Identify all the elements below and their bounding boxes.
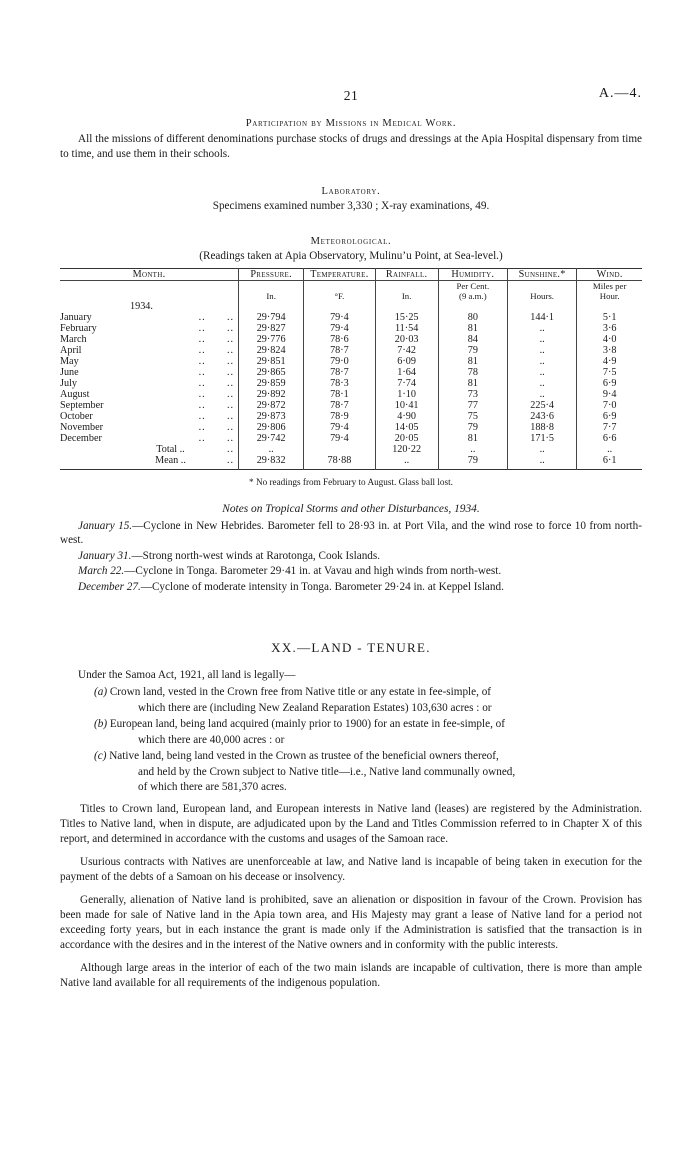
storm-note-entry	[60, 580, 642, 595]
unit-sunshine-hours: Hours.	[507, 291, 576, 301]
year-temp-blank	[304, 301, 375, 312]
col-sunshine: Sunshine.*	[507, 268, 576, 280]
land-tenure-paragraph: Usurious contracts with Natives are unenforceable at law, and Native land is incapable of being taken in execution for the payment of the debts of a Samoan on his decease or insolvency.	[60, 856, 642, 884]
storm-note-text: —Cyclone of moderate intensity in Tonga. Barometer 29·24 in. at Keppel Island.	[140, 580, 504, 593]
table-bottom-rule	[60, 466, 642, 470]
row-pressure: 29·892	[239, 389, 304, 400]
list-item-text: Native land, being land vested in the Crown as trustee of the beneficial owners thereof,	[109, 749, 499, 762]
row-wind: 4·9	[577, 356, 642, 367]
mean-humidity: 79	[438, 455, 507, 466]
meteorological-heading: Meteorological.	[310, 235, 392, 247]
unit-humidity-pct: Per Cent.	[438, 280, 507, 291]
row-wind: 3·8	[577, 345, 642, 356]
row-sunshine: 171·5	[507, 433, 576, 444]
total-humidity: ..	[438, 444, 507, 455]
table-row-year	[60, 301, 642, 312]
list-item	[60, 685, 642, 700]
list-item-continuation: which there are 40,000 acres : or	[138, 733, 285, 746]
row-humidity: 79	[438, 345, 507, 356]
list-item-continuation-2: of which there are 581,370 acres.	[138, 780, 287, 793]
row-rainfall: 1·10	[375, 389, 438, 400]
row-temperature: 78·7	[304, 400, 375, 411]
row-temperature: 79·4	[304, 312, 375, 323]
unit-wind-2: Hour.	[577, 291, 642, 301]
storm-note-entry	[60, 549, 642, 564]
unit-pressure-in: In.	[239, 291, 304, 301]
row-rainfall: 7·42	[375, 345, 438, 356]
row-wind: 5·1	[577, 312, 642, 323]
document-code: A.—4.	[598, 86, 642, 101]
list-item-label: (c)	[94, 749, 107, 762]
month-label: July	[60, 377, 77, 389]
storm-note-entry	[60, 519, 642, 548]
storm-note-date: March 22.	[78, 565, 125, 578]
row-temperature: 78·6	[304, 334, 375, 345]
row-month: July .. ..	[60, 377, 235, 389]
col-wind: Wind.	[577, 268, 642, 280]
row-sunshine: ..	[507, 389, 576, 400]
unit-rainfall	[375, 280, 438, 291]
row-month: March .. ..	[60, 333, 235, 345]
meteorological-table-body	[60, 301, 642, 470]
land-tenure-paragraph: Generally, alienation of Native land is prohibited, save an alienation or disposition in favour of the Crown. Provision has been made for sale of Native land in the Apia town area, and His Majesty may grant a lease of Native land for a period not exceeding forty years, but in each instance the grant is made only if the Administration is satisfied that the transaction is in accordance with the desires and in the interest of the Native owners and in conformity with the public interests.	[60, 894, 642, 952]
row-humidity: 73	[438, 389, 507, 400]
row-pressure: 29·806	[239, 422, 304, 433]
row-rainfall: 7·74	[375, 378, 438, 389]
row-month: May .. ..	[60, 355, 235, 367]
total-temperature	[304, 444, 375, 455]
row-month: September .. ..	[60, 399, 235, 411]
mean-wind: 6·1	[577, 455, 642, 466]
row-humidity: 79	[438, 422, 507, 433]
list-item	[60, 717, 642, 732]
year-wind-blank	[577, 301, 642, 312]
row-sunshine: 188·8	[507, 422, 576, 433]
row-temperature: 78·7	[304, 367, 375, 378]
row-sunshine: ..	[507, 334, 576, 345]
row-sunshine: ..	[507, 356, 576, 367]
row-wind: 6·9	[577, 411, 642, 422]
row-humidity: 77	[438, 400, 507, 411]
list-item-text: Crown land, vested in the Crown free from Native title or any estate in fee-simple, of	[109, 686, 492, 699]
table-row	[60, 367, 642, 378]
table-row	[60, 334, 642, 345]
storm-note-text: —Cyclone in Tonga. Barometer 29·41 in. at Vavau and high winds from north-west.	[124, 565, 502, 578]
month-label: February	[60, 322, 97, 334]
row-humidity: 81	[438, 378, 507, 389]
table-row	[60, 433, 642, 444]
col-humidity: Humidity.	[438, 268, 507, 280]
page-header	[60, 88, 642, 108]
storm-note-text: —Cyclone in New Hebrides. Barometer fell to 28·93 in. at Port Vila, and the wind rose to force 10 from north-west.	[60, 519, 642, 547]
mean-label: Mean .. ..	[155, 454, 235, 466]
table-row	[60, 400, 642, 411]
year-label	[60, 301, 239, 312]
storm-note-date: January 15.	[78, 519, 133, 532]
table-row	[60, 378, 642, 389]
row-wind: 6·9	[577, 378, 642, 389]
row-sunshine: 225·4	[507, 400, 576, 411]
row-pressure: 29·776	[239, 334, 304, 345]
month-label: June	[60, 366, 79, 378]
row-rainfall: 1·64	[375, 367, 438, 378]
row-pressure: 29·851	[239, 356, 304, 367]
row-temperature: 78·1	[304, 389, 375, 400]
table-row-mean	[60, 455, 642, 466]
land-tenure-title: XX.—LAND - TENURE.	[271, 640, 431, 656]
row-wind: 9·4	[577, 389, 642, 400]
row-month: December .. ..	[60, 432, 235, 444]
row-rainfall: 4·90	[375, 411, 438, 422]
month-label: September	[60, 399, 104, 411]
meteorological-subheading: (Readings taken at Apia Observatory, Mulinu’u Point, at Sea-level.)	[199, 249, 503, 262]
year-hum-blank	[438, 301, 507, 312]
row-temperature: 79·0	[304, 356, 375, 367]
row-pressure: 29·742	[239, 433, 304, 444]
row-rainfall: 10·41	[375, 400, 438, 411]
col-rainfall: Rainfall.	[375, 268, 438, 280]
year-rain-blank	[375, 301, 438, 312]
row-humidity: 78	[438, 367, 507, 378]
row-rainfall: 6·09	[375, 356, 438, 367]
row-pressure: 29·794	[239, 312, 304, 323]
row-month: January .. ..	[60, 311, 235, 323]
total-rainfall: 120·22	[375, 444, 438, 455]
month-label: October	[60, 410, 93, 422]
total-label-text: Total ..	[156, 443, 185, 455]
total-wind: ..	[577, 444, 642, 455]
list-item-label: (a)	[94, 686, 108, 699]
table-row	[60, 422, 642, 433]
mean-pressure: 29·832	[239, 455, 304, 466]
row-sunshine: ..	[507, 345, 576, 356]
storm-notes-title: Notes on Tropical Storms and other Disturbances, 1934.	[222, 502, 480, 515]
year-pressure-blank	[239, 301, 304, 312]
unit-sunshine-blank	[507, 280, 576, 291]
row-humidity: 81	[438, 356, 507, 367]
row-wind: 6·6	[577, 433, 642, 444]
row-humidity: 81	[438, 433, 507, 444]
table-row-total	[60, 444, 642, 455]
row-temperature: 79·4	[304, 422, 375, 433]
row-sunshine: ..	[507, 378, 576, 389]
row-rainfall: 11·54	[375, 323, 438, 334]
month-label: November	[60, 421, 103, 433]
row-temperature: 78·7	[304, 345, 375, 356]
mean-label-text: Mean ..	[155, 454, 186, 466]
table-row	[60, 323, 642, 334]
land-tenure-paragraph: Although large areas in the interior of each of the two main islands are incapable of cultivation, there is more than ample Native land available for all requirements of the indigenous population.	[60, 962, 642, 990]
laboratory-heading: Laboratory.	[321, 185, 381, 197]
row-month: November .. ..	[60, 421, 235, 433]
unit-wind-1: Miles per	[577, 280, 642, 291]
list-item-text: European land, being land acquired (mainly prior to 1900) for an estate in fee-simple, of	[109, 717, 506, 730]
total-pressure: ..	[239, 444, 304, 455]
month-label: August	[60, 388, 90, 400]
land-tenure-intro: Under the Samoa Act, 1921, all land is legally—	[78, 669, 296, 682]
row-sunshine: 243·6	[507, 411, 576, 422]
row-month: June .. ..	[60, 366, 235, 378]
list-item-continuation: and held by the Crown subject to Native title—i.e., Native land communally owned,	[138, 765, 516, 778]
missions-heading: Participation by Missions in Medical Work.	[245, 118, 457, 129]
table-footnote: * No readings from February to August. Glass ball lost.	[249, 476, 453, 487]
list-item-label: (b)	[94, 717, 108, 730]
row-pressure: 29·824	[239, 345, 304, 356]
table-row	[60, 312, 642, 323]
row-temperature: 78·9	[304, 411, 375, 422]
row-rainfall: 20·05	[375, 433, 438, 444]
unit-temperature	[304, 280, 375, 291]
month-label: March	[60, 333, 87, 345]
mean-temperature: 78·88	[304, 455, 375, 466]
unit-blank	[60, 280, 239, 291]
row-wind: 4·0	[577, 334, 642, 345]
missions-paragraph: All the missions of different denominations purchase stocks of drugs and dressings at the Apia Hospital dispensary from time to time, and use them in their schools.	[60, 133, 642, 160]
row-pressure: 29·872	[239, 400, 304, 411]
unit-pressure	[239, 280, 304, 291]
table-row	[60, 411, 642, 422]
year-value: 1934.	[130, 300, 153, 312]
row-rainfall: 20·03	[375, 334, 438, 345]
table-row	[60, 345, 642, 356]
row-pressure: 29·859	[239, 378, 304, 389]
meteorological-table	[60, 268, 642, 470]
row-rainfall: 15·25	[375, 312, 438, 323]
page-content	[60, 88, 642, 991]
row-sunshine: ..	[507, 367, 576, 378]
row-humidity: 84	[438, 334, 507, 345]
row-wind: 7·5	[577, 367, 642, 378]
row-humidity: 81	[438, 323, 507, 334]
row-pressure: 29·827	[239, 323, 304, 334]
row-humidity: 75	[438, 411, 507, 422]
mean-rainfall: ..	[375, 455, 438, 466]
unit-humidity-time: (9 a.m.)	[438, 291, 507, 301]
table-row	[60, 356, 642, 367]
row-temperature: 79·4	[304, 323, 375, 334]
month-label: January	[60, 311, 92, 323]
list-item	[60, 749, 642, 764]
row-rainfall: 14·05	[375, 422, 438, 433]
row-humidity: 80	[438, 312, 507, 323]
row-wind: 3·6	[577, 323, 642, 334]
row-temperature: 78·3	[304, 378, 375, 389]
col-temperature: Temperature.	[304, 268, 375, 280]
row-month: April .. ..	[60, 344, 235, 356]
unit-blank-2	[60, 291, 239, 301]
row-month: October .. ..	[60, 410, 235, 422]
storm-note-date: December 27.	[78, 580, 141, 593]
page-number: 21	[343, 88, 359, 103]
laboratory-paragraph: Specimens examined number 3,330 ; X-ray examinations, 49.	[212, 199, 490, 212]
row-pressure: 29·865	[239, 367, 304, 378]
table-row	[60, 389, 642, 400]
row-wind: 7·7	[577, 422, 642, 433]
row-temperature: 79·4	[304, 433, 375, 444]
month-label: April	[60, 344, 82, 356]
mean-sunshine: ..	[507, 455, 576, 466]
row-wind: 7·0	[577, 400, 642, 411]
land-tenure-paragraph: Titles to Crown land, European land, and European interests in Native land (leases) are registered by the Administration. Titles to Native land, when in dispute, are adjudicated upon by the Land and Titles Commission referred to in Chapter X of this report, and determined in accordance with the customs and usages of the Samoan race.	[60, 803, 642, 846]
month-label: December	[60, 432, 102, 444]
row-sunshine: ..	[507, 323, 576, 334]
unit-temperature-f: °F.	[304, 291, 375, 301]
total-sunshine: ..	[507, 444, 576, 455]
row-sunshine: 144·1	[507, 312, 576, 323]
row-pressure: 29·873	[239, 411, 304, 422]
unit-rainfall-in: In.	[375, 291, 438, 301]
list-item-continuation: which there are (including New Zealand Reparation Estates) 103,630 acres : or	[138, 702, 492, 715]
col-month: Month.	[60, 268, 239, 280]
storm-note-text: —Strong north-west winds at Rarotonga, Cook Islands.	[131, 549, 381, 562]
row-month: August .. ..	[60, 388, 235, 400]
total-label: Total .. ..	[156, 443, 235, 455]
row-month: February .. ..	[60, 322, 235, 334]
month-label: May	[60, 355, 79, 367]
storm-note-entry	[60, 564, 642, 579]
year-sun-blank	[507, 301, 576, 312]
col-pressure: Pressure.	[239, 268, 304, 280]
storm-note-date: January 31.	[78, 549, 132, 562]
